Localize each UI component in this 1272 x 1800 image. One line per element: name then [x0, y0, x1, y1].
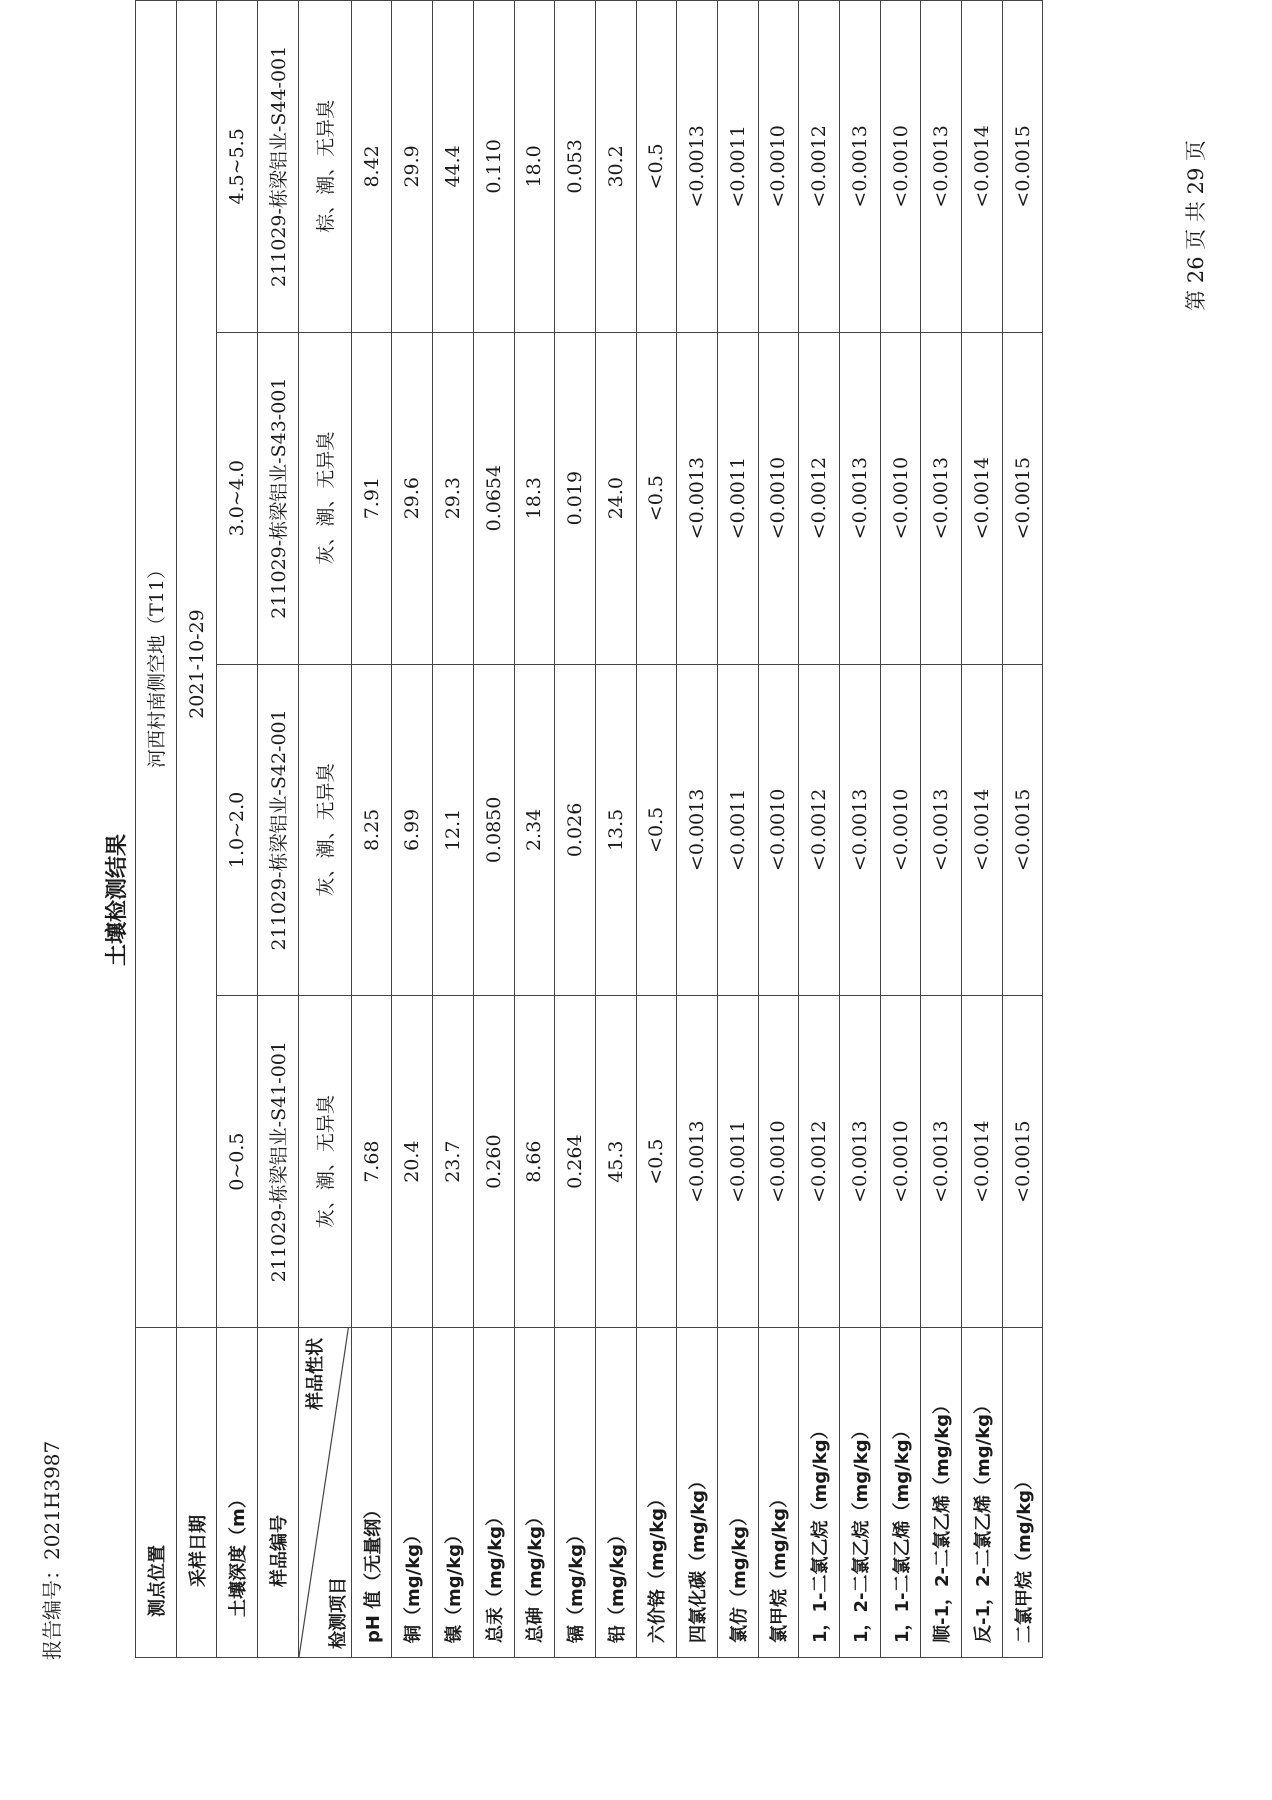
page-title: 土壤检测结果 [104, 834, 130, 967]
item-value: 6.99 [392, 664, 433, 996]
item-value: <0.5 [636, 996, 677, 1328]
item-value: <0.0010 [880, 996, 921, 1328]
item-name: 总汞（mg/kg） [473, 1328, 514, 1658]
item-value: 45.3 [595, 996, 636, 1328]
item-value: <0.0013 [677, 996, 718, 1328]
sample-no-label: 样品编号 [258, 1328, 299, 1658]
table-row [758, 1, 799, 1658]
trait-value: 灰、潮、无异臭 [298, 664, 351, 996]
item-value: <0.0015 [1002, 1, 1043, 333]
sample-no-value: 211029-栋梁铝业-S43-001 [258, 332, 299, 664]
table-row [351, 1, 392, 1658]
depth-value: 4.5~5.5 [217, 1, 258, 333]
table-row [840, 1, 881, 1658]
item-value: 0.019 [555, 332, 596, 664]
location-value: 河西村南侧空地（T11） [136, 1, 177, 1328]
item-value: 13.5 [595, 664, 636, 996]
item-value: <0.0011 [717, 996, 758, 1328]
item-value: 0.110 [473, 1, 514, 333]
item-value: <0.0010 [758, 664, 799, 996]
item-value: 0.260 [473, 996, 514, 1328]
trait-value: 灰、潮、无异臭 [298, 332, 351, 664]
report-number-value: 2021H3987 [40, 1440, 64, 1560]
page-info: 第 26 页 共 29 页 [1184, 140, 1208, 311]
item-value: <0.0010 [880, 332, 921, 664]
item-value: <0.0013 [840, 996, 881, 1328]
table-row [1002, 1, 1043, 1658]
sample-no-value: 211029-栋梁铝业-S44-001 [258, 1, 299, 333]
trait-diagonal-header [298, 1328, 351, 1658]
item-value: 0.0850 [473, 664, 514, 996]
item-value: 2.34 [514, 664, 555, 996]
table-row-sample-no [258, 1, 299, 1658]
table-row [595, 1, 636, 1658]
table-row [473, 1, 514, 1658]
soil-result-table-body [136, 1, 1043, 1658]
item-value: <0.0013 [921, 332, 962, 664]
depth-label: 土壤深度（m） [217, 1328, 258, 1658]
item-value: <0.0014 [962, 664, 1003, 996]
table-row [514, 1, 555, 1658]
item-value: 29.9 [392, 1, 433, 333]
item-label: 检测项目 [327, 1577, 349, 1649]
item-value: <0.0012 [799, 1, 840, 333]
item-value: 0.0654 [473, 332, 514, 664]
location-label: 测点位置 [136, 1328, 177, 1658]
sample-no-value: 211029-栋梁铝业-S42-001 [258, 664, 299, 996]
trait-value: 棕、潮、无异臭 [298, 1, 351, 333]
table-row-trait [298, 1, 351, 1658]
sample-date-label: 采样日期 [176, 1328, 217, 1658]
item-name: 六价铬（mg/kg） [636, 1328, 677, 1658]
item-name: 二氯甲烷（mg/kg） [1002, 1328, 1043, 1658]
sample-date-value: 2021-10-29 [176, 1, 217, 1328]
item-value: <0.5 [636, 332, 677, 664]
item-name: 镉（mg/kg） [555, 1328, 596, 1658]
table-row [880, 1, 921, 1658]
item-value: <0.0013 [921, 1, 962, 333]
depth-value: 1.0~2.0 [217, 664, 258, 996]
item-value: <0.0013 [677, 1, 718, 333]
item-value: 8.25 [351, 664, 392, 996]
item-value: <0.0013 [840, 332, 881, 664]
item-value: <0.0015 [1002, 332, 1043, 664]
item-name: 反-1，2-二氯乙烯（mg/kg） [962, 1328, 1003, 1658]
item-name: 总砷（mg/kg） [514, 1328, 555, 1658]
item-value: 29.6 [392, 332, 433, 664]
item-name: 镍（mg/kg） [433, 1328, 474, 1658]
item-value: <0.0012 [799, 996, 840, 1328]
item-value: <0.0013 [840, 1, 881, 333]
item-value: 12.1 [433, 664, 474, 996]
trait-value: 灰、潮、无异臭 [298, 996, 351, 1328]
table-row [921, 1, 962, 1658]
item-value: 0.053 [555, 1, 596, 333]
item-value: <0.0013 [840, 664, 881, 996]
item-value: <0.0010 [758, 996, 799, 1328]
item-name: 氯仿（mg/kg） [717, 1328, 758, 1658]
item-value: <0.0012 [799, 332, 840, 664]
item-value: 0.264 [555, 996, 596, 1328]
table-row-sample-date [176, 1, 217, 1658]
item-value: 23.7 [433, 996, 474, 1328]
item-value: <0.5 [636, 664, 677, 996]
item-name: 1，1-二氯乙烯（mg/kg） [880, 1328, 921, 1658]
table-row [962, 1, 1003, 1658]
item-value: <0.0010 [880, 664, 921, 996]
item-name: 顺-1，2-二氯乙烯（mg/kg） [921, 1328, 962, 1658]
table-row [555, 1, 596, 1658]
table-row [677, 1, 718, 1658]
table-row [799, 1, 840, 1658]
trait-label: 样品性状 [304, 1338, 326, 1411]
sample-no-value: 211029-栋梁铝业-S41-001 [258, 996, 299, 1328]
item-value: 29.3 [433, 332, 474, 664]
depth-value: 3.0~4.0 [217, 332, 258, 664]
item-name: pH 值（无量纲） [351, 1328, 392, 1658]
report-number [36, 1441, 65, 1660]
item-value: <0.0014 [962, 996, 1003, 1328]
report-number-label: 报告编号： [40, 1560, 64, 1660]
item-value: <0.0010 [758, 332, 799, 664]
item-value: <0.0011 [717, 664, 758, 996]
soil-result-table [135, 0, 1043, 1658]
table-row-location [136, 1, 177, 1658]
item-value: <0.0011 [717, 1, 758, 333]
item-name: 四氯化碳（mg/kg） [677, 1328, 718, 1658]
item-value: <0.0013 [677, 664, 718, 996]
item-value: 30.2 [595, 1, 636, 333]
table-row [717, 1, 758, 1658]
item-value: <0.0013 [921, 664, 962, 996]
item-value: 44.4 [433, 1, 474, 333]
table-row [636, 1, 677, 1658]
item-value: <0.0013 [677, 332, 718, 664]
item-value: <0.0015 [1002, 664, 1043, 996]
item-value: <0.0012 [799, 664, 840, 996]
table-row [433, 1, 474, 1658]
item-value: 0.026 [555, 664, 596, 996]
item-value: <0.0010 [880, 1, 921, 333]
item-value: <0.0014 [962, 1, 1003, 333]
item-value: <0.0013 [921, 996, 962, 1328]
item-value: <0.0011 [717, 332, 758, 664]
item-name: 1，2-二氯乙烷（mg/kg） [840, 1328, 881, 1658]
item-value: 18.0 [514, 1, 555, 333]
item-value: <0.0015 [1002, 996, 1043, 1328]
item-value: 8.66 [514, 996, 555, 1328]
item-value: <0.0010 [758, 1, 799, 333]
item-value: <0.0014 [962, 332, 1003, 664]
item-name: 氯甲烷（mg/kg） [758, 1328, 799, 1658]
item-value: 24.0 [595, 332, 636, 664]
item-value: 7.68 [351, 996, 392, 1328]
item-value: <0.5 [636, 1, 677, 333]
item-value: 7.91 [351, 332, 392, 664]
item-value: 18.3 [514, 332, 555, 664]
item-name: 1，1-二氯乙烷（mg/kg） [799, 1328, 840, 1658]
depth-value: 0~0.5 [217, 996, 258, 1328]
item-name: 铜（mg/kg） [392, 1328, 433, 1658]
item-value: 20.4 [392, 996, 433, 1328]
item-name: 铅（mg/kg） [595, 1328, 636, 1658]
item-value: 8.42 [351, 1, 392, 333]
table-row-depth [217, 1, 258, 1658]
table-row [392, 1, 433, 1658]
